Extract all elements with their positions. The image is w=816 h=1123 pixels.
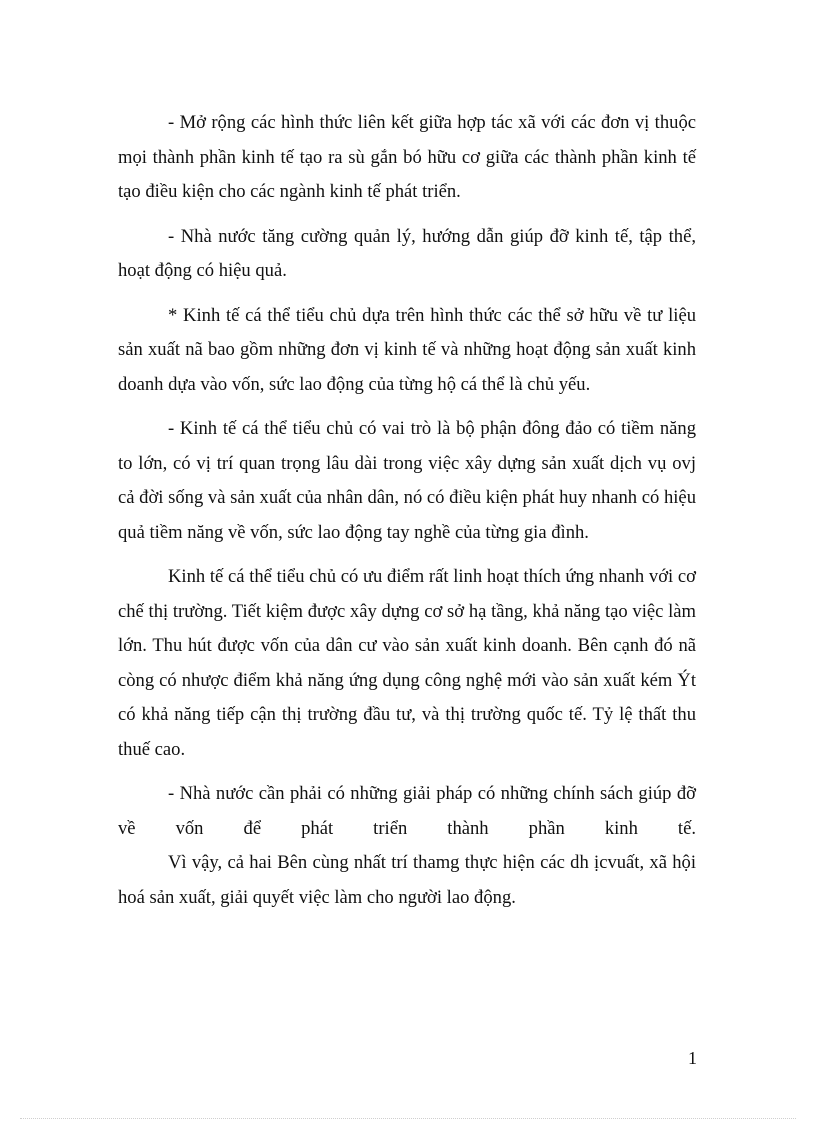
paragraph-7: Vì vậy, cả hai Bên cùng nhất trí thamg thực hiện các dh ịcvuất, xã hội hoá sản xuất, giải quyết việc làm cho người lao động. [118,852,696,908]
paragraph-2: - Nhà nước tăng cường quản lý, hướng dẫn giúp đỡ kinh tế, tập thể, hoạt động có hiệu quả. [118,225,696,281]
footer-divider [20,1118,796,1119]
paragraph-6: - Nhà nước cần phải có những giải pháp có những chính sách giúp đỡ về vốn để phát triển thành phần kinh tế. [118,783,696,839]
paragraph-3: * Kinh tế cá thể tiểu chủ dựa trên hình thức các thể sở hữu về tư liệu sản xuất nã bao gồm những đơn vị kinh tế và những hoạt động sản xuất kinh doanh dựa vào vốn, sức lao động của từng hộ cá thể là chủ yếu. [118,304,696,395]
paragraph-5: Kinh tế cá thể tiểu chủ có ưu điểm rất linh hoạt thích ứng nhanh với cơ chế thị trường. Tiết kiệm được xây dựng cơ sở hạ tầng, khả năng tạo việc làm lớn. Thu hút được vốn của dân cư vào sản xuất kinh doanh. Bên cạnh đó nã còng có nhược điểm khả năng ứng dụng công nghệ mới vào sản xuất kém Ýt có khả năng tiếp cận thị trường đầu tư, và thị trường quốc tế. Tỷ lệ thất thu thuế cao. [118,566,696,760]
body-text [118,106,696,925]
paragraph-4: - Kinh tế cá thể tiểu chủ có vai trò là bộ phận đông đảo có tiềm năng to lớn, có vị trí quan trọng lâu dài trong việc xây dựng sản xuất dịch vụ ovj cả đời sống và sản xuất của nhân dân, nó có điều kiện phát huy nhanh có hiệu quả tiềm năng về vốn, sức lao động tay nghề của từng gia đình. [118,418,696,543]
paragraph-1: - Mở rộng các hình thức liên kết giữa hợp tác xã với các đơn vị thuộc mọi thành phần kinh tế tạo ra sù gắn bó hữu cơ giữa các thành phần kinh tế tạo điều kiện cho các ngành kinh tế phát triển. [118,112,696,202]
page-number: 1 [688,1048,697,1068]
